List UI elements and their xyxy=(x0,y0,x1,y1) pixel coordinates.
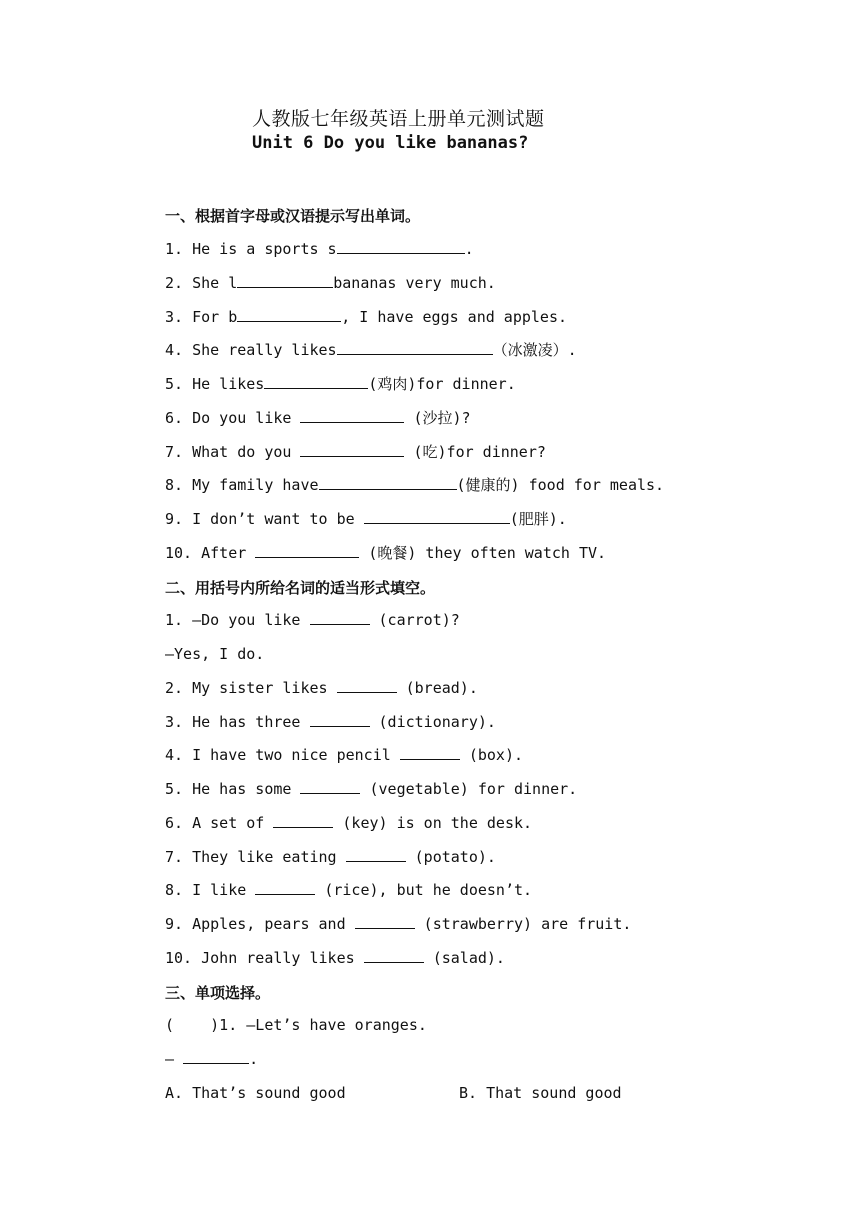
answer-blank[interactable] xyxy=(337,340,493,355)
question-2-2: 2. My sister likes (bread). xyxy=(165,679,478,697)
question-2-8: 8. I like (rice), but he doesn’t. xyxy=(165,881,533,899)
answer-blank[interactable] xyxy=(337,678,397,693)
question-1-5: 5. He likes (鸡肉)for dinner. xyxy=(165,375,516,393)
answer-blank[interactable] xyxy=(255,880,315,895)
question-2-7: 7. They like eating (potato). xyxy=(165,848,496,866)
answer-blank[interactable] xyxy=(264,374,368,389)
answer-parenthesis[interactable]: ( )1. xyxy=(165,1016,238,1034)
question-2-5: 5. He has some (vegetable) for dinner. xyxy=(165,780,578,798)
option-a[interactable]: A. That’s sound good xyxy=(165,1084,346,1102)
answer-blank[interactable] xyxy=(255,543,359,558)
answer-blank[interactable] xyxy=(400,745,460,760)
question-2-1: 1. —Do you like (carrot)? xyxy=(165,611,460,629)
question-1-7: 7. What do you (吃)for dinner? xyxy=(165,443,546,461)
question-3-1: ( )1. —Let’s have oranges. xyxy=(165,1016,427,1034)
answer-blank[interactable] xyxy=(237,273,333,288)
question-2-1-response: —Yes, I do. xyxy=(165,645,265,663)
answer-blank[interactable] xyxy=(300,779,360,794)
option-b[interactable]: B. That sound good xyxy=(459,1084,622,1102)
question-1-3: 3. For b , I have eggs and apples. xyxy=(165,308,568,326)
question-2-10: 10. John really likes (salad). xyxy=(165,949,505,967)
question-1-9: 9. I don’t want to be (肥胖). xyxy=(165,510,567,528)
answer-blank[interactable] xyxy=(364,509,510,524)
answer-blank[interactable] xyxy=(300,442,404,457)
answer-blank[interactable] xyxy=(346,847,406,862)
question-1-2: 2. She l bananas very much. xyxy=(165,274,496,292)
section-1-heading: 一、根据首字母或汉语提示写出单词。 xyxy=(165,207,421,225)
answer-blank[interactable] xyxy=(364,948,424,963)
answer-blank[interactable] xyxy=(310,712,370,727)
answer-blank[interactable] xyxy=(319,475,457,490)
question-2-3: 3. He has three (dictionary). xyxy=(165,713,496,731)
question-3-1-response: — . xyxy=(165,1050,259,1068)
document-title-chinese: 人教版七年级英语上册单元测试题 xyxy=(252,108,545,130)
answer-blank[interactable] xyxy=(355,914,415,929)
answer-blank[interactable] xyxy=(300,408,404,423)
question-1-8: 8. My family have (健康的) food for meals. xyxy=(165,476,665,494)
question-1-10: 10. After (晚餐) they often watch TV. xyxy=(165,544,607,562)
answer-blank[interactable] xyxy=(337,239,465,254)
section-3-heading: 三、单项选择。 xyxy=(165,984,271,1002)
question-2-9: 9. Apples, pears and (strawberry) are fruit. xyxy=(165,915,632,933)
question-1-4: 4. She really likes （冰激凌）. xyxy=(165,341,577,359)
document-title-english: Unit 6 Do you like bananas? xyxy=(252,133,529,153)
question-1-1: 1. He is a sports s . xyxy=(165,240,474,258)
answer-blank[interactable] xyxy=(183,1049,249,1064)
question-2-4: 4. I have two nice pencil (box). xyxy=(165,746,524,764)
question-2-6: 6. A set of (key) is on the desk. xyxy=(165,814,533,832)
section-2-heading: 二、用括号内所给名词的适当形式填空。 xyxy=(165,579,436,597)
answer-blank[interactable] xyxy=(273,813,333,828)
answer-blank[interactable] xyxy=(237,307,341,322)
question-1-6: 6. Do you like (沙拉)? xyxy=(165,409,471,427)
answer-blank[interactable] xyxy=(310,610,370,625)
